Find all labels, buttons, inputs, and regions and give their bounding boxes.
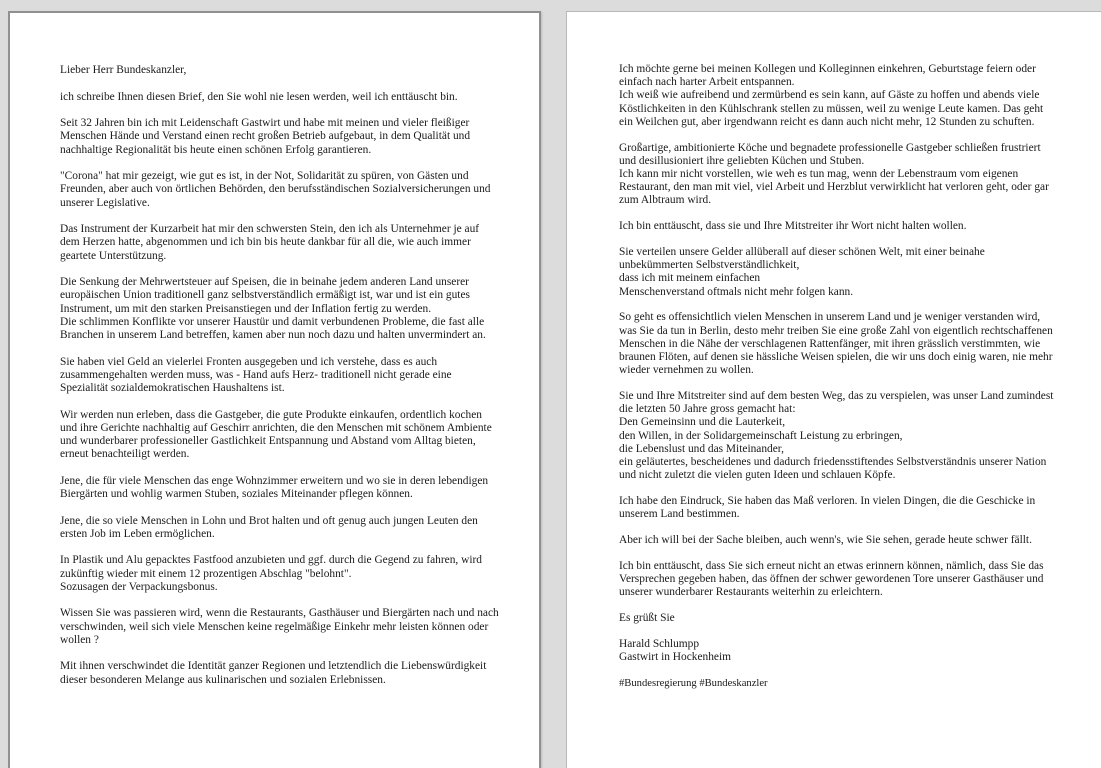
paragraph: Das Instrument der Kurzarbeit hat mir den schwersten Stein, den ich als Unternehmer je auf dem Herzen hatte, abgenommen und ich bin bis heute dankbar für all die, wie auch immer geartete Unterstützung.: [60, 223, 480, 262]
paragraph: In Plastik und Alu gepacktes Fastfood anzubieten und ggf. durch die Gegend zu fahren, wird zukünftig wieder mit einem 12 prozentigen Abschlag "belohnt". Sozusagen der Verpackungsbonus.: [60, 554, 482, 593]
document-page-2[interactable]: [566, 11, 1101, 768]
paragraph: Sie verteilen unsere Gelder allüberall auf dieser schönen Welt, mit einer beinahe unbekümmerten Selbstverständlichkeit, dass ich mit meinem einfachen Menschenverstand oftmals nicht mehr folgen kann.: [619, 246, 985, 298]
closing: Es grüßt Sie: [619, 612, 675, 625]
paragraph: Großartige, ambitionierte Köche und begnadete professionelle Gastgeber schließen frustriert und desillusioniert ihre geliebten Küchen und Stuben. Ich kann mir nicht vorstellen, wie weh es tun mag, wenn der Lebenstraum vom eigenen Restaurant, den man mit viel, viel Arbeit und Herzblut verwirklicht hat verloren geht, oder gar zum Albtraum wird.: [619, 141, 1049, 207]
paragraph: Seit 32 Jahren bin ich mit Leidenschaft Gastwirt und habe mit meinen und vieler fleißiger Menschen Hände und Verstand einen recht großen Betrieb aufgebaut, in dem Qualität und nachhaltige Regionalität bis heute einen schönen Erfolg garantieren.: [60, 117, 471, 156]
paragraph: Ich bin enttäuscht, dass Sie sich erneut nicht an etwas erinnern können, nämlich, dass Sie das Versprechen gegeben haben, das öffnen der schwer gewordenen Tore unserer Gasthäuser und unserer wunderbarer Restaurants weiterhin zu erleichtern.: [619, 559, 1044, 599]
paragraph: So geht es offensichtlich vielen Menschen in unserem Land und je weniger verstanden wird, was Sie da tun in Berlin, desto mehr treiben Sie eine große Zahl von eigentlich rechtschaffenen Menschen in die Nähe der verschlagenen Rattenfänger, mit ihren grässlich verstimmten, wie braunen Flöten, auf denen sie hässliche Weisen spielen, die wir uns doch einig waren, nie mehr wieder vernehmen zu wollen.: [619, 311, 1053, 377]
paragraph: Sie und Ihre Mitstreiter sind auf dem besten Weg, das zu verspielen, was unser Land zumindest die letzten 50 Jahre gross gemacht hat: Den Gemeinsinn und die Lauterkeit, den Willen, in der Solidargemeinschaft Leistung zu erbringen, die Lebenslust und das Miteinander, ein geläutertes, bescheidenes und dadurch friedensstiftendes Selbstverständnis unserer Nation und nicht zuletzt die vielen guten Ideen und schlauen Köpfe.: [619, 390, 1054, 482]
paragraph: Jene, die für viele Menschen das enge Wohnzimmer erweitern und wo sie in deren lebendigen Biergärten und wohlig warmen Stuben, soziales Miteinander pflegen können.: [60, 474, 489, 500]
hashtags: #Bundesregierung #Bundeskanzler: [619, 677, 768, 689]
salutation: Lieber Herr Bundeskanzler,: [60, 64, 187, 76]
page-1-text-column: [60, 64, 500, 700]
paragraph: Jene, die so viele Menschen in Lohn und Brot halten und oft genug auch jungen Leuten den ersten Job im Leben ermöglichen.: [60, 514, 478, 540]
paragraph: Aber ich will bei der Sache bleiben, auch wenn's, wie Sie sehen, gerade heute schwer fällt.: [619, 534, 1032, 547]
paragraph: Wissen Sie was passieren wird, wenn die Restaurants, Gasthäuser und Biergärten nach und nach verschwinden, weil sich viele Menschen keine regelmäßige Einkehr mehr leisten können oder wollen ?: [60, 607, 499, 646]
paragraph: Die Senkung der Mehrwertsteuer auf Speisen, die in beinahe jedem anderen Land unserer europäischen Union traditionell ganz selbstverständlich ermäßigt ist, war und ist ein gutes Instrument, um mit den starken Preisanstiegen und der Inflation fertig zu werden. Die schlimmen Konflikte vor unserer Haustür und damit verbundenen Probleme, die fast alle Branchen in unserem Land betreffen, kamen aber nun noch dazu und halten unvermindert an.: [60, 276, 486, 341]
paragraph: Wir werden nun erleben, dass die Gastgeber, die gute Produkte einkaufen, ordentlich kochen und ihre Gerichte nachhaltig auf Geschirr anrichten, die den Menschen mit schönem Ambiente und wunderbarer professioneller Gastlichkeit Entspannung und Abstand vom Alltag bieten, erneut benachteiligt werden.: [60, 408, 492, 461]
page-2-text-column: [619, 63, 1059, 703]
paragraph: Sie haben viel Geld an vielerlei Fronten ausgegeben und ich verstehe, dass es auch zusammengehalten werden muss, was - Hand aufs Herz- traditionell nicht gerade eine Spezialität sozialdemokratischen Haushaltens ist.: [60, 355, 452, 394]
signature: Harald Schlumpp Gastwirt in Hockenheim: [619, 637, 731, 664]
paragraph: Ich habe den Eindruck, Sie haben das Maß verloren. In vielen Dingen, die die Geschicke in unserem Land bestimmen.: [619, 495, 1036, 521]
paragraph: "Corona" hat mir gezeigt, wie gut es ist, in der Not, Solidarität zu spüren, von Gästen und Freunden, aber auch von örtlichen Behörden, den berufsständischen Sozialversicherungen und unserer Legislative.: [60, 170, 491, 209]
paragraph: Mit ihnen verschwindet die Identität ganzer Regionen und letztendlich die Liebenswürdigkeit dieser besonderen Melange aus kulinarischen und sozialen Erlebnissen.: [60, 660, 487, 686]
paragraph: ich schreibe Ihnen diesen Brief, den Sie wohl nie lesen werden, weil ich enttäuscht bin.: [60, 90, 458, 103]
paragraph: Ich bin enttäuscht, dass sie und Ihre Mitstreiter ihr Wort nicht halten wollen.: [619, 220, 967, 233]
paragraph: Ich möchte gerne bei meinen Kollegen und Kolleginnen einkehren, Geburtstage feiern oder einfach nach harter Arbeit entspannen. Ich weiß wie aufreibend und zermürbend es sein kann, auf Gäste zu hoffen und abends viele Köstlichkeiten in den Kühlschrank stellen zu müssen, weil zu wenige Leute kamen. Das geht ein Weilchen gut, aber irgendwann reicht es dann auch nicht mehr, 12 Stunden zu schuften.: [619, 63, 1044, 128]
document-page-1[interactable]: [8, 11, 541, 768]
